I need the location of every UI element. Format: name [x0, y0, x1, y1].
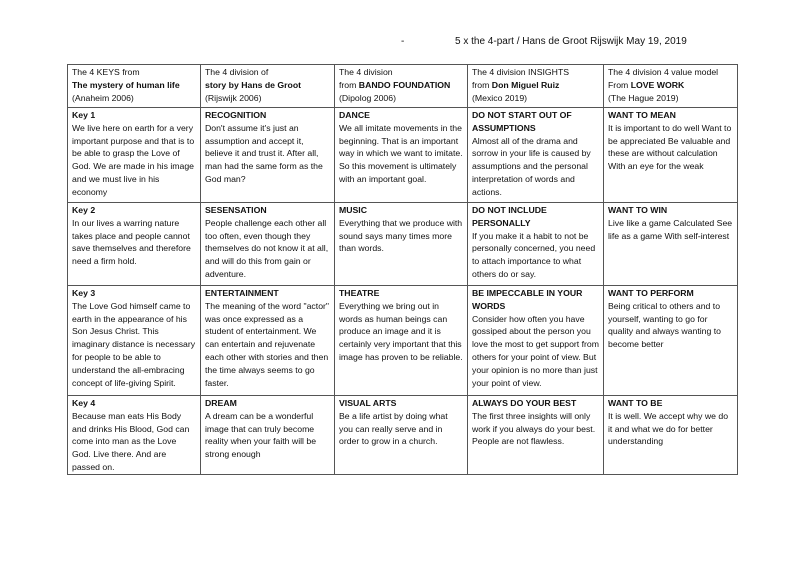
- table-row: [68, 203, 738, 286]
- column-header-origin: (Rijswijk 2006): [205, 92, 262, 103]
- cell-title: MUSIC: [339, 205, 367, 215]
- page-header: [0, 35, 799, 49]
- table-cell: [68, 108, 201, 203]
- table-cell: [201, 203, 335, 286]
- table-cell: [604, 203, 738, 286]
- cell-title: ENTERTAINMENT: [205, 288, 279, 298]
- table-row: [68, 396, 738, 475]
- cell-title: DANCE: [339, 110, 370, 120]
- cell-title: Key 4: [72, 398, 96, 408]
- column-header-source: BANDO FOUNDATION: [358, 79, 451, 90]
- four-part-table: [67, 64, 738, 475]
- cell-title: Key 2: [72, 205, 96, 215]
- cell-body: We all imitate movements in the beginning. That is an important way in which we want to imitate. So this movement is ultimately with an important goal.: [339, 122, 463, 184]
- cell-body: In our lives a warring nature takes place and people cannot save themselves and therefore need a firm hold.: [72, 217, 191, 267]
- column-header: [604, 65, 738, 108]
- column-header-line1: The 4 KEYS from: [72, 67, 140, 77]
- table-cell: [468, 203, 604, 286]
- column-header-prefix: from: [339, 79, 359, 90]
- column-header-origin: (The Hague 2019): [608, 92, 679, 103]
- column-header: [201, 65, 335, 108]
- table-cell: [604, 108, 738, 203]
- cell-body: It is important to do well Want to be appreciated Be valuable and these are without calculation With an eye for the weak: [608, 122, 732, 172]
- cell-title: DREAM: [205, 398, 237, 408]
- cell-title: Key 3: [72, 288, 96, 298]
- column-header-prefix: From: [608, 79, 631, 90]
- table-cell: [335, 203, 468, 286]
- cell-title: WANT TO MEAN: [608, 110, 676, 120]
- cell-title: DO NOT INCLUDE PERSONALLY: [472, 205, 547, 228]
- table-cell: [201, 108, 335, 203]
- cell-body: Everything we bring out in words as human beings can produce an image and it is certainly very important that this image has proven to be reliable.: [339, 300, 463, 362]
- cell-title: SESENSATION: [205, 205, 267, 215]
- table-cell: [201, 286, 335, 396]
- column-header-source: The mystery of human life: [72, 79, 180, 90]
- cell-body: Consider how often you have gossiped about the person you love the most to get support from others for your point of view. But your opinion is no more than just your point of view.: [472, 313, 599, 388]
- header-row: [68, 65, 738, 108]
- column-header: [335, 65, 468, 108]
- cell-body: A dream can be a wonderful image that can truly become reality when your faith will be strong enough: [205, 410, 317, 460]
- cell-body: It is well. We accept why we do it and what we do for better understanding: [608, 410, 729, 447]
- cell-title: WANT TO PERFORM: [608, 288, 694, 298]
- cell-body: Almost all of the drama and sorrow in your life is caused by assumptions and the personal interpretation of words and actions.: [472, 135, 591, 197]
- column-header-source: Don Miguel Ruiz: [491, 79, 560, 90]
- header-dash: -: [401, 36, 405, 47]
- cell-body: Live like a game Calculated See life as a game With self-interest: [608, 217, 733, 241]
- cell-body: Be a life artist by doing what you can really serve and in order to grow in a church.: [339, 410, 448, 447]
- column-header-source: LOVE WORK: [630, 79, 685, 90]
- column-header: [68, 65, 201, 108]
- cell-title: WANT TO BE: [608, 398, 663, 408]
- cell-body: Being critical to others and to yourself, wanting to go for quality and always wanting to become better: [608, 300, 722, 350]
- column-header-origin: (Dipolog 2006): [339, 92, 396, 103]
- table-cell: [68, 286, 201, 396]
- cell-body: We live here on earth for a very important purpose and that is to be able to grasp the Love of God. We are made in his image and we must live in his economy: [72, 122, 195, 197]
- cell-title: THEATRE: [339, 288, 380, 298]
- cell-title: DO NOT START OUT OF ASSUMPTIONS: [472, 110, 572, 133]
- cell-title: BE IMPECCABLE IN YOUR WORDS: [472, 288, 583, 311]
- table-cell: [68, 396, 201, 475]
- table-cell: [468, 108, 604, 203]
- column-header-source: story by Hans de Groot: [205, 79, 302, 90]
- header-title: 5 x the 4-part / Hans de Groot Rijswijk May 19, 2019: [455, 36, 687, 47]
- column-header: [468, 65, 604, 108]
- column-header-line1: The 4 division: [339, 67, 393, 77]
- column-header-line1: The 4 division 4 value model: [608, 67, 719, 77]
- table-cell: [604, 286, 738, 396]
- table-cell: [468, 286, 604, 396]
- cell-body: The meaning of the word "actor" was once expressed as a student of entertainment. We can entertain and rejuvenate each other with stories and then the time always seems to go faster.: [205, 300, 329, 388]
- column-header-line1: The 4 division of: [205, 67, 269, 77]
- table-row: [68, 286, 738, 396]
- column-header-origin: (Mexico 2019): [472, 92, 528, 103]
- column-header-origin: (Anaheim 2006): [72, 92, 134, 103]
- column-header-prefix: from: [472, 79, 492, 90]
- table-cell: [201, 396, 335, 475]
- cell-body: If you make it a habit to not be personally concerned, you need to attach importance to what others do or say.: [472, 230, 596, 279]
- cell-body: Because man eats His Body and drinks His Blood, God can come into man as the Love God. Live there. And are passed on.: [72, 410, 190, 472]
- cell-title: WANT TO WIN: [608, 205, 668, 215]
- table-cell: [468, 396, 604, 475]
- table-cell: [335, 396, 468, 475]
- table-row: [68, 108, 738, 203]
- table-cell: [335, 286, 468, 396]
- table-cell: [604, 396, 738, 475]
- cell-title: Key 1: [72, 110, 96, 120]
- table-cell: [68, 203, 201, 286]
- cell-body: The first three insights will only work if you always do your best. People are not flawless.: [472, 410, 596, 447]
- cell-title: RECOGNITION: [205, 110, 267, 120]
- cell-body: Everything that we produce with sound says many times more than words.: [339, 217, 463, 254]
- cell-body: The Love God himself came to earth in the appearance of his Son Jesus Christ. This imaginary distance is necessary for people to be able to understand the all-embracing concept of life-giving Spirit.: [72, 300, 196, 388]
- column-header-line1: The 4 division INSIGHTS: [472, 67, 570, 77]
- cell-body: Don't assume it's just an assumption and accept it, believe it and trust it. After all, man had the same form as the God man?: [205, 122, 323, 184]
- cell-title: VISUAL ARTS: [339, 398, 397, 408]
- cell-title: ALWAYS DO YOUR BEST: [472, 398, 577, 408]
- cell-body: People challenge each other all too often, even though they themselves do not know it at all, and will do this from gain or adventure.: [205, 217, 329, 279]
- table-cell: [335, 108, 468, 203]
